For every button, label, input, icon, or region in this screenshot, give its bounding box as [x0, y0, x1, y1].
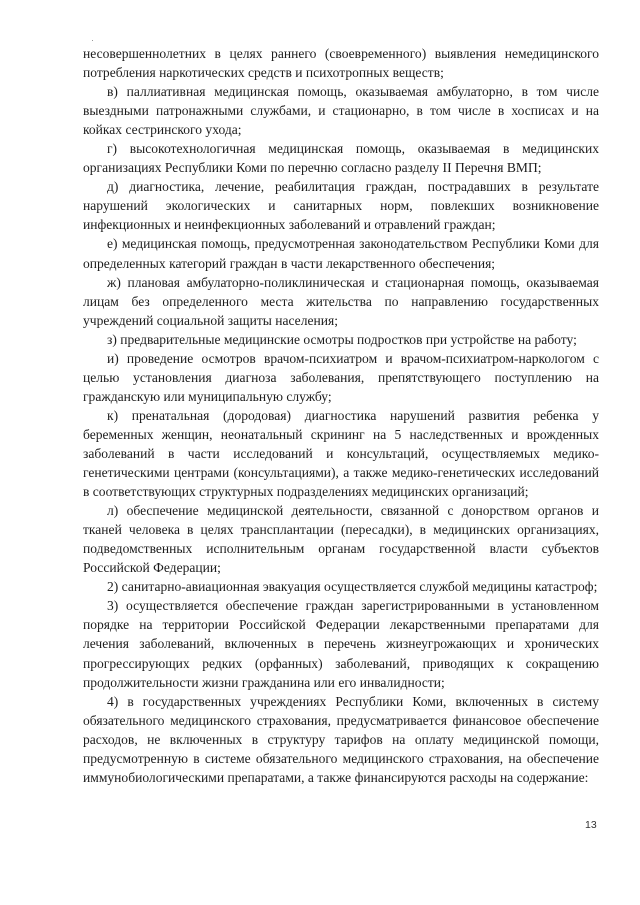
scan-speck [92, 40, 93, 41]
page-number: 13 [585, 819, 597, 831]
paragraph-item-g: г) высокотехнологичная медицинская помощь, оказываемая в медицинских организациях Республики Коми по перечню согласно разделу II Перечня ВМП; [83, 141, 599, 176]
paragraph-item-zh: ж) плановая амбулаторно-поликлиническая и стационарная помощь, оказываемая лицам без определенного места жительства по направлению государственных учреждений социальной защиты населения; [83, 274, 599, 328]
paragraph-point-4: 4) в государственных учреждениях Республики Коми, включенных в систему обязательного медицинского страхования, предусматривается финансовое обеспечение расходов, не включенных в структуру тарифов на оплату медицинской помощи, предусмотренную в системе обязательного медицинского страхования, на обеспечение иммунобиологическими препаратами, а также финансируются расходы на содержание: [83, 693, 599, 785]
paragraph-point-2: 2) санитарно-авиационная эвакуация осуществляется службой медицины катастроф; [107, 579, 598, 595]
paragraph-item-l: л) обеспечение медицинской деятельности, связанной с донорством органов и тканей человека в целях трансплантации (пересадки), в медицинских организациях, подведомственных исполнительным органам государственной власти субъектов Российской Федерации; [83, 503, 599, 576]
paragraph-item-e: е) медицинская помощь, предусмотренная законодательством Республики Коми для определенных категорий граждан в части лекарственного обеспечения; [83, 236, 599, 271]
paragraph-item-d: д) диагностика, лечение, реабилитация граждан, пострадавших в результате нарушений экологических и санитарных норм, повлекших возникновение инфекционных и неинфекционных заболеваний и отравлений граждан; [83, 179, 599, 233]
paragraph-item-v: в) паллиативная медицинская помощь, оказываемая амбулаторно, в том числе выездными патронажными службами, и стационарно, в том числе в хосписах и на койках сестринского ухода; [83, 84, 599, 138]
paragraph-item-i: и) проведение осмотров врачом-психиатром и врачом-психиатром-наркологом с целью установления диагноза заболевания, препятствующего поступлению на гражданскую или муниципальную службу; [83, 350, 599, 404]
paragraph-item-z: з) предварительные медицинские осмотры подростков при устройстве на работу; [107, 331, 577, 347]
paragraph-continuation: несовершеннолетних в целях раннего (своевременного) выявления немедицинского потребления наркотических средств и психотропных веществ; [83, 46, 599, 81]
document-body [83, 44, 599, 787]
paragraph-item-k: к) пренатальная (дородовая) диагностика нарушений развития ребенка у беременных женщин, неонатальный скрининг на 5 наследственных и врожденных заболеваний в части исследований и консультаций, осуществляемых медико-генетическими центрами (консультациями), а также медико-генетических исследований в соответствующих структурных подразделениях медицинских организаций; [83, 407, 599, 500]
paragraph-point-3: 3) осуществляется обеспечение граждан зарегистрированными в установленном порядке на территории Российской Федерации лекарственными препаратами для лечения заболеваний, включенных в перечень жизнеугрожающих и хронических прогрессирующих редких (орфанных) заболеваний, приводящих к сокращению продолжительности жизни гражданина или его инвалидности; [83, 598, 599, 690]
